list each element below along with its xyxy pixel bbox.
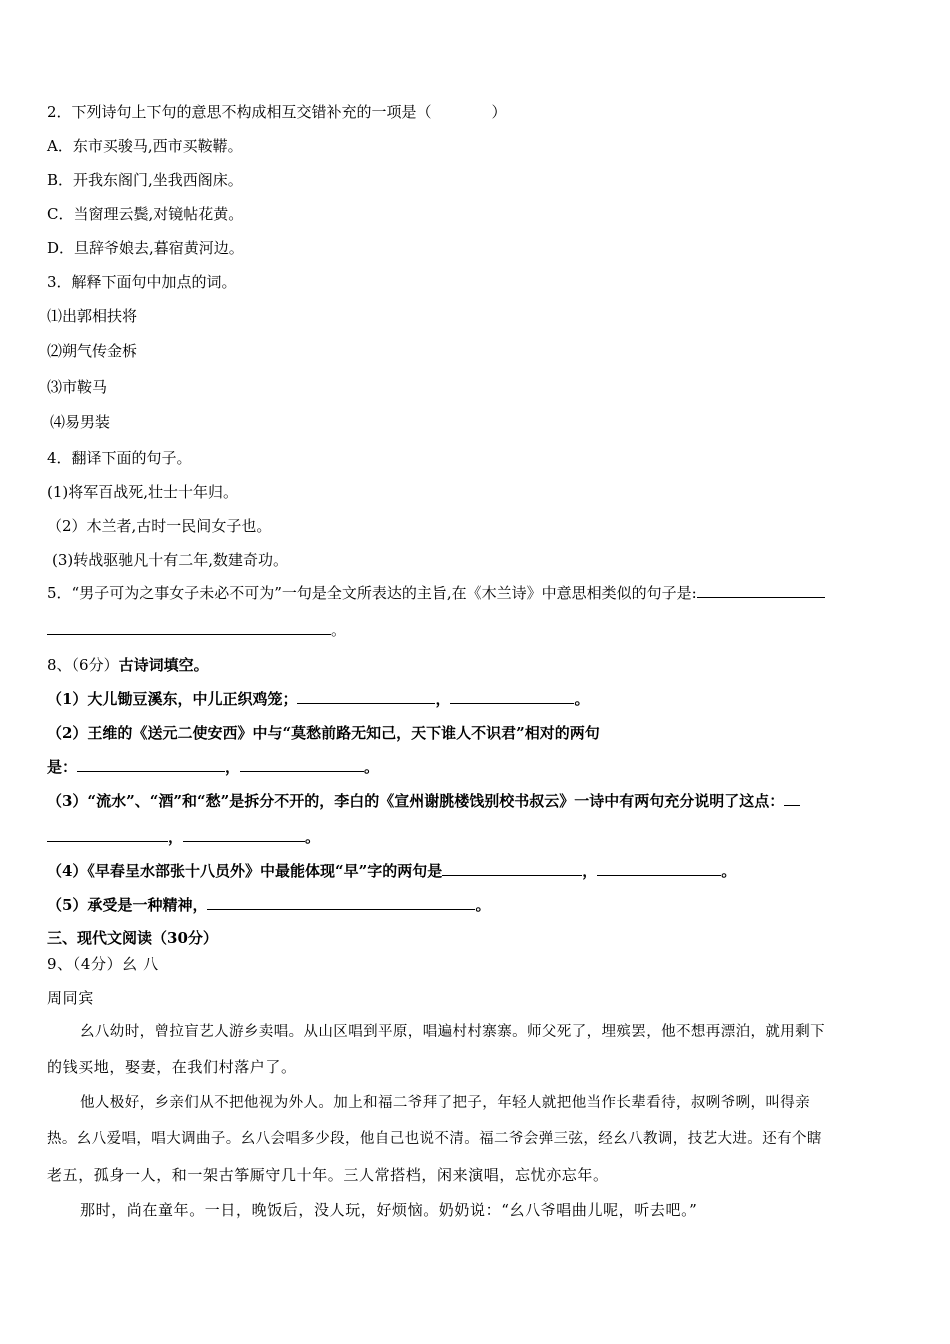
q9-para-2-line-3: 老五，孤身一人，和一架古筝厮守几十年。三人常搭档，闲来演唱，忘忧亦忘年。 [47, 1166, 609, 1184]
q8-item-2-answer: 是： ， 。 [47, 758, 380, 776]
q8-blank-3a[interactable] [47, 827, 168, 842]
q8-item-3: （3）“流水”、“酒”和“愁”是拆分不开的，李白的《宣州谢朓楼饯别校书叔云》一诗中有两句充分说明了这点： [47, 791, 800, 811]
q2-option-c: C．当窗理云鬓,对镜帖花黄。 [47, 205, 244, 223]
q8-blank-2a[interactable] [77, 757, 225, 772]
q9-para-1-line-2: 的钱买地，娶妻，在我们村落户了。 [47, 1058, 297, 1076]
section-3-title: 三、现代文阅读（30分） [47, 929, 218, 947]
q8-blank-5[interactable] [207, 895, 475, 910]
q3-stem: 3．解释下面句中加点的词。 [47, 273, 237, 291]
q4-item-3: (3)转战驱驰凡十有二年,数建奇功。 [52, 551, 289, 569]
q8-title: 古诗词填空。 [118, 656, 209, 674]
q5-answer-line: 。 [47, 620, 346, 640]
q5-blank-2[interactable] [47, 620, 331, 635]
q8-item-1: （1）大儿锄豆溪东，中儿正织鸡笼； ， 。 [47, 690, 590, 708]
q5-blank-1[interactable] [697, 583, 825, 598]
q9-para-3-line-1: 那时，尚在童年。一日，晚饭后，没人玩，好烦恼。奶奶说：“幺八爷唱曲儿呢，听去吧。” [80, 1201, 698, 1219]
q5-stem: 5．“男子可为之事女子未必不可为”一句是全文所表达的主旨,在《木兰诗》中意思相类似的句子是: [47, 584, 697, 602]
q8-blank-3-start[interactable] [784, 791, 800, 806]
q2-option-b: B．开我东阁门,坐我西阁床。 [47, 171, 243, 189]
q8-blank-3b[interactable] [183, 827, 305, 842]
q3-item-1: ⑴出郭相扶将 [47, 307, 138, 325]
q8-item-5: （5）承受是一种精神， 。 [47, 896, 491, 914]
q8-blank-4a[interactable] [442, 861, 582, 876]
q3-item-2: ⑵朔气传金柝 [47, 342, 138, 360]
q5-stem-line [47, 583, 825, 603]
q3-item-3: ⑶市鞍马 [47, 378, 108, 396]
q2-option-d: D．旦辞爷娘去,暮宿黄河边。 [47, 239, 244, 257]
q8-item-3-answer: ， 。 [47, 827, 320, 847]
q9-para-2-line-2: 热。幺八爱唱，唱大调曲子。幺八会唱多少段，他自己也说不清。福二爷会弹三弦，经幺八教调，技艺大进。还有个瞎 [47, 1131, 822, 1147]
q8-blank-4b[interactable] [597, 861, 721, 876]
q9-para-2-line-1: 他人极好，乡亲们从不把他视为外人。加上和福二爷拜了把子，年轻人就把他当作长辈看待，叔咧爷咧，叫得亲 [80, 1095, 811, 1111]
q4-item-1: (1)将军百战死,壮士十年归。 [47, 483, 239, 501]
q9-para-1-line-1: 幺八幼时，曾拉盲艺人游乡卖唱。从山区唱到平原，唱遍村村寨寨。师父死了，埋殡罢，他不想再漂泊，就用剩下 [80, 1024, 825, 1040]
q9-header: 9、（4分）幺 八 [47, 955, 159, 973]
q2-option-a: A．东市买骏马,西市买鞍鞯。 [47, 137, 243, 155]
q9-author: 周同宾 [47, 989, 94, 1007]
q8-item-4: （4）《早春呈水部张十八员外》中最能体现“早”字的两句是 ， 。 [47, 862, 737, 880]
q3-item-4: ⑷易男装 [50, 413, 111, 431]
q8-number: 8、（6分） [47, 656, 119, 674]
q4-item-2: （2）木兰者,古时一民间女子也。 [47, 517, 272, 535]
q8-blank-2b[interactable] [240, 757, 364, 772]
q8-blank-1b[interactable] [450, 689, 574, 704]
q2-stem: 2．下列诗句上下句的意思不构成相互交错补充的一项是（ ） [47, 103, 507, 121]
q8-header [47, 655, 209, 675]
q4-stem: 4．翻译下面的句子。 [47, 449, 192, 467]
q8-item-2: （2）王维的《送元二使安西》中与“莫愁前路无知己，天下谁人不识君”相对的两句 [47, 724, 600, 742]
q8-blank-1a[interactable] [297, 689, 435, 704]
